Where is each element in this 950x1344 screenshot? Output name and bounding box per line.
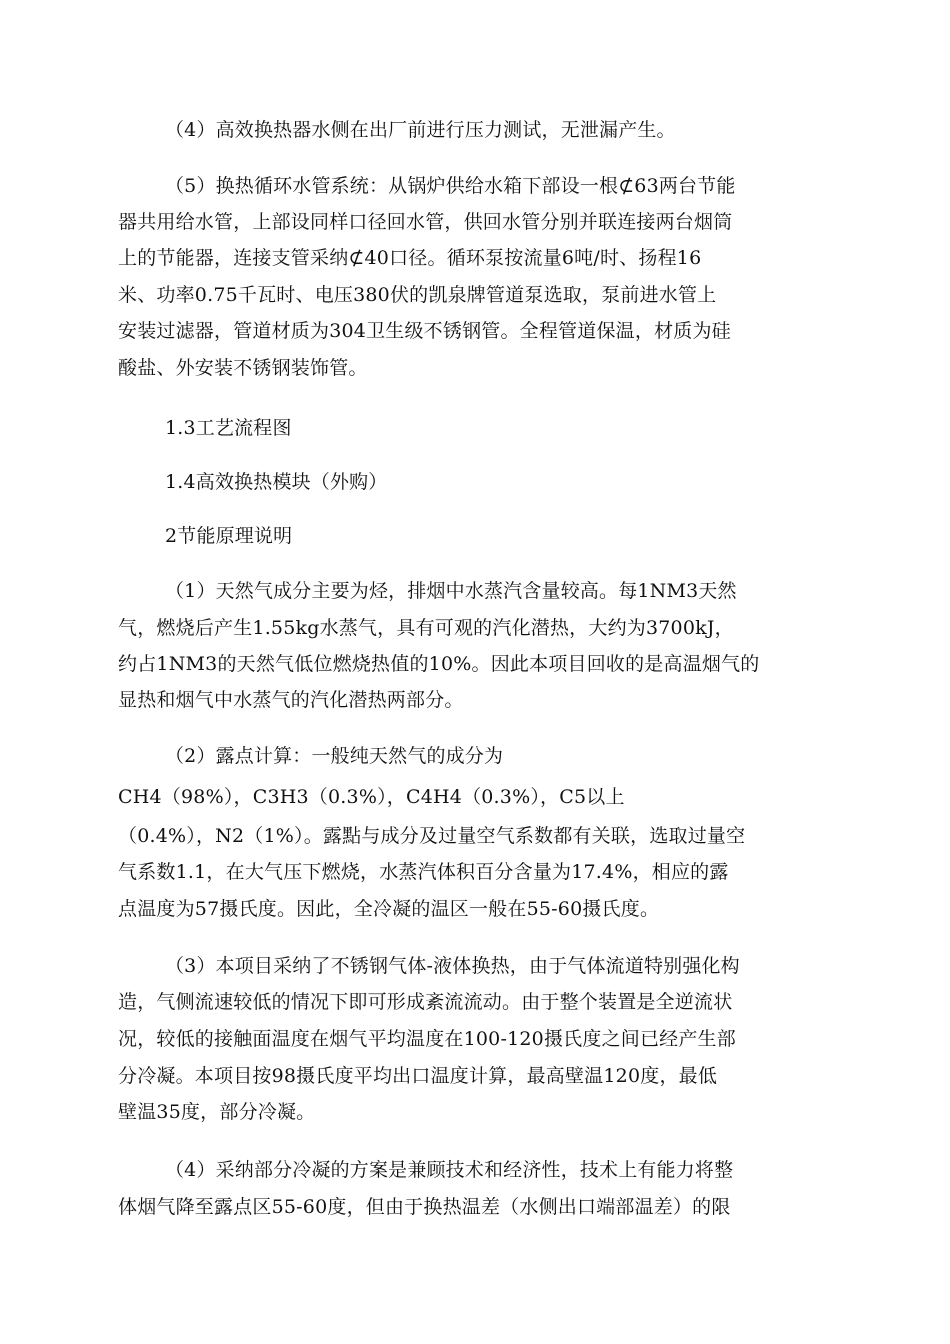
paragraph-5-line-4: 米、功率0.75千瓦时、电压380伏的凯泉牌管道泵选取，泵前进水管上 (118, 284, 717, 306)
paragraph-3-line-5: 壁温35度，部分冷凝。 (118, 1101, 316, 1123)
paragraph-5-line-2: 器共用给水管，上部设同样口径回水管，供回水管分别并联连接两台烟筒 (118, 211, 733, 233)
paragraph-4b-line-1: （4）采纳部分冷凝的方案是兼顾技术和经济性，技术上有能力将整 (165, 1159, 734, 1181)
paragraph-1-line-4: 显热和烟气中水蒸气的汽化潜热两部分。 (118, 689, 464, 711)
paragraph-1-line-1: （1）天然气成分主要为烃，排烟中水蒸汽含量较高。每1NM3天然 (165, 580, 737, 602)
paragraph-2-line-4: 气系数1.1，在大气压下燃烧，水蒸汽体积百分含量为17.4%，相应的露 (118, 861, 729, 883)
paragraph-5-line-1: （5）换热循环水管系统：从锅炉供给水箱下部设一根⊄63两台节能 (165, 175, 736, 197)
paragraph-2-line-1: （2）露点计算：一般纯天然气的成分为 (165, 745, 504, 767)
paragraph-1-line-2: 气，燃烧后产生1.55kg水蒸气，具有可观的汽化潜热，大约为3700kJ， (118, 617, 734, 639)
paragraph-4-pressure-test: （4）高效换热器水侧在出厂前进行压力测试，无泄漏产生。 (165, 119, 676, 141)
paragraph-4b-line-2: 体烟气降至露点区55-60度，但由于换热温差（水侧出口端部温差）的限 (118, 1196, 731, 1218)
heading-2: 2节能原理说明 (165, 525, 293, 547)
heading-1-4: 1.4高效换热模块（外购） (165, 471, 388, 493)
paragraph-5-line-3: 上的节能器，连接支管采纳⊄40口径。循环泵按流量6吨/时、扬程16 (118, 247, 702, 269)
paragraph-3-line-2: 造，气侧流速较低的情况下即可形成紊流流动。由于整个装置是全逆流状 (118, 991, 733, 1013)
paragraph-2-line-2: CH4（98%），C3H3（0.3%），C4H4（0.3%），C5以上 (118, 786, 625, 808)
paragraph-2-line-3: （0.4%），N2（1%）。露點与成分及过量空气系数都有关联，选取过量空 (118, 825, 746, 847)
heading-1-3: 1.3工艺流程图 (165, 417, 292, 439)
paragraph-3-line-4: 分冷凝。本项目按98摄氏度平均出口温度计算，最高壁温120度，最低 (118, 1065, 718, 1087)
paragraph-5-line-6: 酸盐、外安装不锈钢装饰管。 (118, 357, 368, 379)
paragraph-5-line-5: 安装过滤器，管道材质为304卫生级不锈钢管。全程管道保温，材质为硅 (118, 320, 731, 342)
paragraph-2-line-5: 点温度为57摄氏度。因此，全冷凝的温区一般在55-60摄氏度。 (118, 898, 660, 920)
paragraph-3-line-1: （3）本项目采纳了不锈钢气体-液体换热，由于气体流道特别强化构 (165, 955, 740, 977)
paragraph-1-line-3: 约占1NM3的天然气低位燃烧热值的10%。因此本项目回收的是高温烟气的 (118, 653, 760, 675)
paragraph-3-line-3: 况，较低的接触面温度在烟气平均温度在100-120摄氏度之间已经产生部 (118, 1028, 736, 1050)
